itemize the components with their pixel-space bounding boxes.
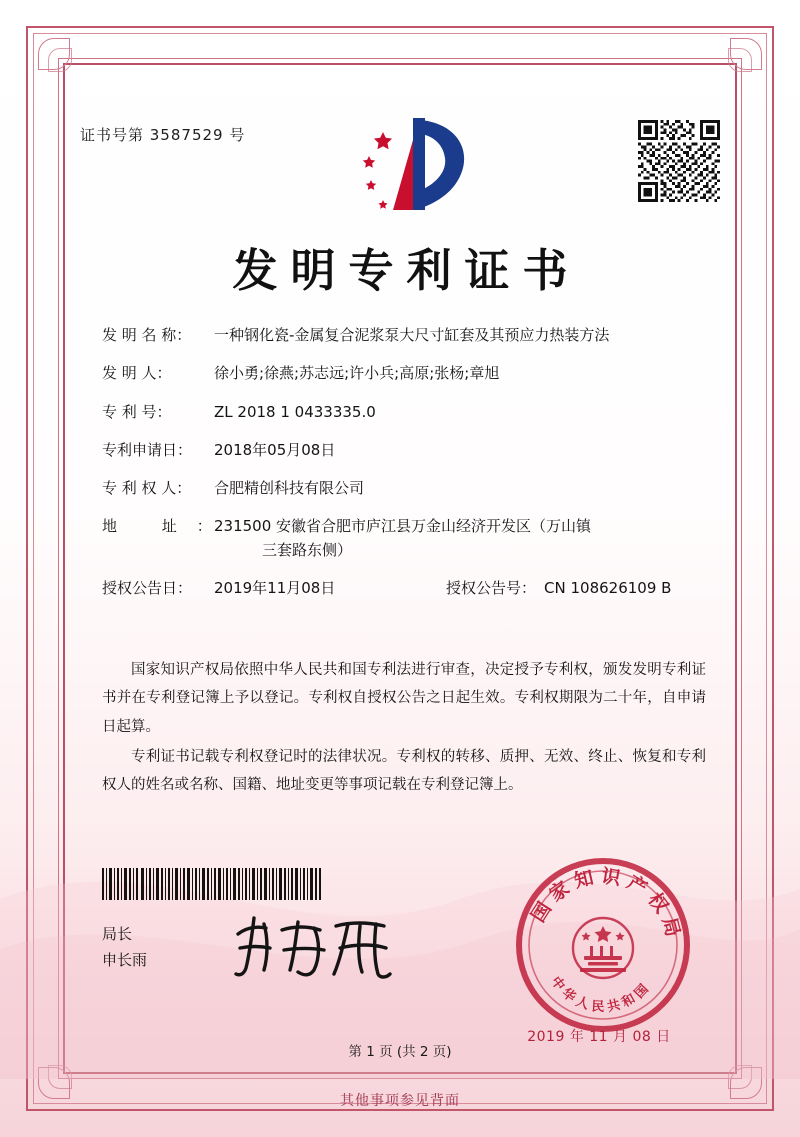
- field-label-patent-number: 专 利 号：: [102, 402, 172, 421]
- seal-top-text: 国家知识产权局: [527, 865, 686, 945]
- certificate-content: [80, 96, 720, 1056]
- field-value-grant-number: CN 108626109 B: [544, 578, 672, 597]
- field-row-patentee: [102, 477, 702, 500]
- page-number: 第 1 页 (共 2 页): [348, 1044, 452, 1060]
- field-label-patentee: 专 利 权 人：: [102, 479, 192, 497]
- handwritten-signature-icon: [228, 908, 418, 984]
- field-value-inventors: 徐小勇;徐燕;苏志远;许小兵;高原;张杨;章旭: [214, 364, 500, 383]
- field-value-address: [214, 515, 702, 562]
- field-row-invention-name: [102, 324, 702, 347]
- certificate-number: 证书号第 3587529 号: [80, 126, 246, 144]
- patent-office-logo-icon: [325, 110, 475, 220]
- official-seal: [514, 856, 692, 1034]
- back-side-note: 其他事项参见背面: [340, 1093, 460, 1109]
- field-row-grant-announcement: [102, 577, 702, 600]
- qr-code: [638, 120, 720, 202]
- signature-name: 申长雨: [102, 950, 148, 969]
- field-row-application-date: [102, 439, 702, 462]
- field-value-patentee: 合肥精创科技有限公司: [214, 479, 365, 497]
- field-value-application-date: 2018年05月08日: [214, 440, 336, 459]
- page-title: 发明专利证书: [232, 244, 581, 297]
- corner-ornament-top-right: [712, 34, 766, 88]
- legal-text: [102, 656, 706, 801]
- field-value-grant-date: 2019年11月08日: [214, 578, 336, 597]
- handwritten-signature: [228, 908, 418, 984]
- address-line-2: 三套路东侧）: [262, 540, 353, 559]
- barcode: [102, 868, 322, 900]
- field-label-address: 地 址：: [102, 517, 232, 536]
- field-label-inventors: 发 明 人：: [102, 364, 172, 383]
- qr-code-icon: [638, 120, 720, 202]
- legal-paragraph-2: 专利证书记载专利权登记时的法律状况。专利权的转移、质押、无效、终止、恢复和专利权人的姓名或名称、国籍、地址变更等事项记载在专利登记簿上。: [102, 748, 706, 794]
- field-label-application-date: 专利申请日：: [102, 440, 193, 459]
- field-row-patent-number: [102, 401, 702, 424]
- field-row-address: [102, 515, 702, 562]
- signature-title: 局长: [102, 925, 133, 943]
- seal-bottom-text: 中华人民共和国: [547, 974, 655, 1016]
- field-label-grant-number: 授权公告号：: [446, 578, 537, 597]
- corner-ornament-top-left: [34, 34, 88, 88]
- field-value-invention-name: 一种钢化瓷-金属复合泥浆泵大尺寸缸套及其预应力热装方法: [214, 326, 610, 344]
- address-line-1: 231500 安徽省合肥市庐江县万金山经济开发区（万山镇: [214, 517, 592, 536]
- signature-block: [102, 922, 147, 973]
- legal-paragraph-1: 国家知识产权局依照中华人民共和国专利法进行审查，决定授予专利权，颁发发明专利证书并在专利登记簿上予以登记。专利权自授权公告之日起生效。专利权期限为二十年，自申请日起算。: [102, 662, 706, 735]
- field-label-grant-date: 授权公告日：: [102, 578, 193, 597]
- official-seal-icon: [514, 856, 692, 1034]
- field-value-patent-number: ZL 2018 1 0433335.0: [214, 402, 376, 421]
- seal-date: 2019 年 11 月 08 日: [527, 1029, 671, 1045]
- field-row-inventors: [102, 362, 702, 385]
- barcode-icon: [102, 868, 322, 900]
- field-list: [102, 324, 702, 615]
- field-label-invention-name: 发 明 名 称：: [102, 326, 192, 344]
